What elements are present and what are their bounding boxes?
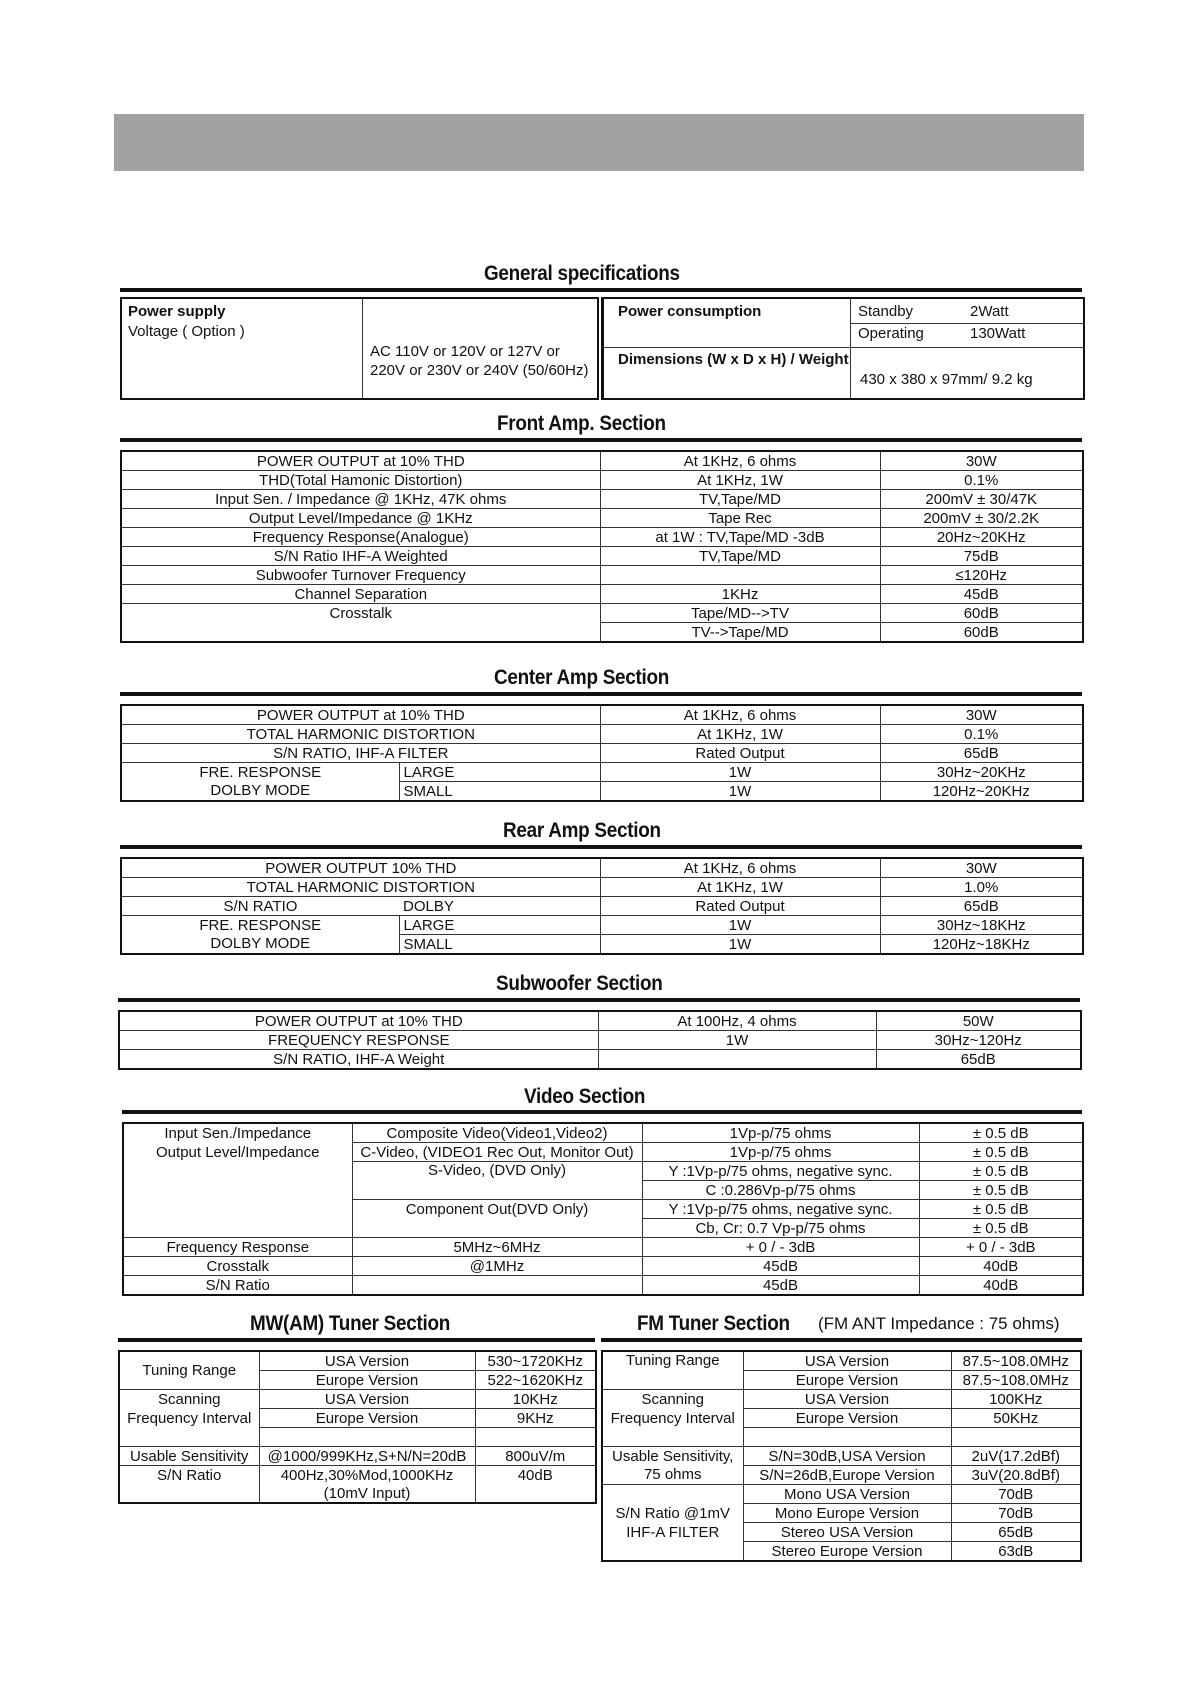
cell: 87.5~108.0MHz: [951, 1351, 1081, 1371]
cell: 75dB: [880, 547, 1083, 566]
cell: ± 0.5 dB: [919, 1162, 1083, 1181]
table-row: [123, 1276, 1083, 1296]
cell: S/N Ratio: [119, 1466, 259, 1485]
cell: Usable Sensitivity,: [602, 1447, 743, 1466]
cell: C-Video, (VIDEO1 Rec Out, Monitor Out): [352, 1143, 642, 1162]
cell: S/N=30dB,USA Version: [743, 1447, 951, 1466]
cell: 40dB: [919, 1276, 1083, 1296]
cell: 45dB: [642, 1257, 919, 1276]
cell: [600, 566, 880, 585]
table-row: [123, 1181, 1083, 1200]
cell: 40dB: [919, 1257, 1083, 1276]
table-row: [121, 878, 1083, 897]
cell: [352, 1276, 642, 1296]
divider: [362, 299, 363, 398]
cell: ± 0.5 dB: [919, 1200, 1083, 1219]
cell: POWER OUTPUT at 10% THD: [121, 451, 600, 471]
video-rule: [122, 1110, 1082, 1114]
cell: S/N Ratio @1mV: [602, 1504, 743, 1523]
table-row: [121, 858, 1083, 878]
cell: Tape Rec: [600, 509, 880, 528]
sub-title: Subwoofer Section: [496, 972, 663, 995]
cell: 60dB: [880, 623, 1083, 643]
cell: Crosstalk: [121, 604, 600, 623]
cell: 65dB: [876, 1050, 1081, 1070]
video-title: Video Section: [524, 1085, 646, 1108]
table-row: [119, 1428, 596, 1447]
voltage-label: Voltage ( Option ): [128, 323, 245, 340]
cell: 120Hz~20KHz: [880, 782, 1083, 802]
cell: ± 0.5 dB: [919, 1143, 1083, 1162]
cell: [475, 1428, 596, 1447]
table-row: [119, 1011, 1081, 1031]
fm-tuner-table: [601, 1350, 1082, 1562]
cell: [951, 1428, 1081, 1447]
table-row: [121, 935, 1083, 955]
cell: at 1W : TV,Tape/MD -3dB: [600, 528, 880, 547]
cell: Scanning: [602, 1390, 743, 1409]
cell: 5MHz~6MHz: [352, 1238, 642, 1257]
table-row: [121, 623, 1083, 643]
cell: FRE. RESPONSE: [121, 763, 399, 782]
cell: [119, 1484, 259, 1503]
cell: Europe Version: [259, 1409, 475, 1428]
table-row: [602, 1447, 1081, 1466]
divider: [850, 323, 1083, 324]
cell: 3uV(20.8dBf): [951, 1466, 1081, 1485]
cell: USA Version: [743, 1390, 951, 1409]
cell: POWER OUTPUT at 10% THD: [119, 1011, 598, 1031]
cell: Tuning Range: [602, 1351, 743, 1390]
cell: At 1KHz, 6 ohms: [600, 858, 880, 878]
cell: DOLBY MODE: [121, 782, 399, 802]
cell: DOLBY MODE: [121, 935, 399, 955]
table-row: [121, 782, 1083, 802]
cell: USA Version: [259, 1390, 475, 1409]
cell: At 1KHz, 6 ohms: [600, 451, 880, 471]
cell: TV-->Tape/MD: [600, 623, 880, 643]
table-row: [121, 528, 1083, 547]
cell: SMALL: [399, 782, 600, 802]
table-row: [121, 451, 1083, 471]
table-row: [602, 1523, 1081, 1542]
cell: Frequency Response(Analogue): [121, 528, 600, 547]
cell: THD(Total Hamonic Distortion): [121, 471, 600, 490]
cell: S/N RATIO, IHF-A Weight: [119, 1050, 598, 1070]
standby-label: Standby: [858, 303, 914, 320]
cell: Stereo USA Version: [743, 1523, 951, 1542]
cell: S/N RATIO, IHF-A FILTER: [121, 744, 600, 763]
table-row: [121, 547, 1083, 566]
cell: At 1KHz, 1W: [600, 471, 880, 490]
cell: Y :1Vp-p/75 ohms, negative sync.: [642, 1162, 919, 1181]
cell: [743, 1428, 951, 1447]
cell: 1Vp-p/75 ohms: [642, 1123, 919, 1143]
cell: 65dB: [880, 744, 1083, 763]
table-row: [121, 585, 1083, 604]
table-row: [119, 1390, 596, 1409]
cell: [123, 1162, 352, 1181]
cell: [259, 1428, 475, 1447]
cell: 1.0%: [880, 878, 1083, 897]
table-row: [121, 490, 1083, 509]
table-row: [119, 1351, 596, 1371]
cell: ± 0.5 dB: [919, 1123, 1083, 1143]
cell: 65dB: [951, 1523, 1081, 1542]
cell: 50W: [876, 1011, 1081, 1031]
center-amp-table: [120, 704, 1084, 802]
table-row: [123, 1238, 1083, 1257]
fm-subtitle: (FM ANT Impedance : 75 ohms): [818, 1314, 1060, 1333]
cell: 100KHz: [951, 1390, 1081, 1409]
cell: USA Version: [743, 1351, 951, 1371]
divider: [604, 347, 1083, 348]
table-row: [121, 763, 1083, 782]
rear-rule: [120, 845, 1082, 849]
cell: S/N Ratio: [123, 1276, 352, 1296]
table-row: [123, 1219, 1083, 1238]
table-row: [123, 1143, 1083, 1162]
cell: S/N RATIO: [121, 897, 399, 916]
table-row: [121, 725, 1083, 744]
cell: 20Hz~20KHz: [880, 528, 1083, 547]
table-row: [123, 1200, 1083, 1219]
cell: At 1KHz, 1W: [600, 725, 880, 744]
front-rule: [120, 438, 1082, 442]
header-banner: [114, 114, 1084, 171]
cell: 30Hz~120Hz: [876, 1031, 1081, 1050]
cell: Scanning: [119, 1390, 259, 1409]
table-row: [119, 1031, 1081, 1050]
cell: 40dB: [475, 1466, 596, 1485]
cell: 30W: [880, 858, 1083, 878]
table-row: [602, 1466, 1081, 1485]
cell: TV,Tape/MD: [600, 547, 880, 566]
am-title: MW(AM) Tuner Section: [250, 1312, 451, 1335]
table-row: [121, 897, 1083, 916]
cell: Frequency Response: [123, 1238, 352, 1257]
table-row: [602, 1485, 1081, 1504]
table-row: [123, 1257, 1083, 1276]
voltage-line1: AC 110V or 120V or 127V or: [370, 343, 560, 360]
cell: Channel Separation: [121, 585, 600, 604]
table-row: [602, 1390, 1081, 1409]
table-row: [121, 705, 1083, 725]
cell: Input Sen. / Impedance @ 1KHz, 47K ohms: [121, 490, 600, 509]
cell: 200mV ± 30/47K: [880, 490, 1083, 509]
cell: 30Hz~18KHz: [880, 916, 1083, 935]
cell: [602, 1542, 743, 1562]
cell: 2uV(17.2dBf): [951, 1447, 1081, 1466]
cell: Frequency Interval: [602, 1409, 743, 1428]
cell: @1000/999KHz,S+N/N=20dB: [259, 1447, 475, 1466]
cell: Rated Output: [600, 897, 880, 916]
cell: 87.5~108.0MHz: [951, 1371, 1081, 1390]
cell: Usable Sensitivity: [119, 1447, 259, 1466]
operating-label: Operating: [858, 325, 924, 342]
cell: Input Sen./Impedance: [123, 1123, 352, 1143]
table-row: [119, 1447, 596, 1466]
fm-rule: [601, 1338, 1082, 1342]
cell: 9KHz: [475, 1409, 596, 1428]
cell: At 100Hz, 4 ohms: [598, 1011, 876, 1031]
cell: C :0.286Vp-p/75 ohms: [642, 1181, 919, 1200]
dimensions-value: 430 x 380 x 97mm/ 9.2 kg: [860, 371, 1033, 388]
cell: [598, 1050, 876, 1070]
general-rule: [120, 288, 1082, 292]
table-row: [119, 1409, 596, 1428]
cell: Mono USA Version: [743, 1485, 951, 1504]
center-title: Center Amp Section: [494, 666, 670, 689]
cell: 70dB: [951, 1504, 1081, 1523]
table-row: [602, 1504, 1081, 1523]
standby-value: 2Watt: [970, 303, 1009, 320]
divider: [850, 299, 851, 398]
cell: TOTAL HARMONIC DISTORTION: [121, 725, 600, 744]
cell: Composite Video(Video1,Video2): [352, 1123, 642, 1143]
cell: Output Level/Impedance: [123, 1143, 352, 1162]
table-row: [121, 566, 1083, 585]
cell: 65dB: [880, 897, 1083, 916]
cell: 45dB: [880, 585, 1083, 604]
sub-rule: [118, 998, 1080, 1002]
cell: IHF-A FILTER: [602, 1523, 743, 1542]
am-tuner-table: [118, 1350, 597, 1504]
cell: ≤120Hz: [880, 566, 1083, 585]
cell: S-Video, (DVD Only): [352, 1162, 642, 1181]
fm-title: FM Tuner Section: [637, 1312, 790, 1335]
cell: At 1KHz, 1W: [600, 878, 880, 897]
cell: [121, 623, 600, 643]
table-row: [119, 1466, 596, 1485]
cell: @1MHz: [352, 1257, 642, 1276]
cell: 1Vp-p/75 ohms: [642, 1143, 919, 1162]
rear-amp-table: [120, 857, 1084, 955]
cell: 10KHz: [475, 1390, 596, 1409]
cell: [602, 1485, 743, 1504]
cell: [123, 1181, 352, 1200]
cell: Tape/MD-->TV: [600, 604, 880, 623]
cell: 30Hz~20KHz: [880, 763, 1083, 782]
cell: 530~1720KHz: [475, 1351, 596, 1371]
dimensions-label: Dimensions (W x D x H) / Weight: [618, 351, 849, 368]
cell: 63dB: [951, 1542, 1081, 1562]
cell: Europe Version: [743, 1371, 951, 1390]
cell: Rated Output: [600, 744, 880, 763]
cell: Y :1Vp-p/75 ohms, negative sync.: [642, 1200, 919, 1219]
rear-title: Rear Amp Section: [503, 819, 661, 842]
cell: POWER OUTPUT 10% THD: [121, 858, 600, 878]
cell: 30W: [880, 451, 1083, 471]
cell: 70dB: [951, 1485, 1081, 1504]
cell: 400Hz,30%Mod,1000KHz: [259, 1466, 475, 1485]
cell: DOLBY: [399, 897, 600, 916]
table-row: [121, 604, 1083, 623]
cell: 50KHz: [951, 1409, 1081, 1428]
cell: Tuning Range: [119, 1351, 259, 1390]
center-rule: [120, 692, 1082, 696]
cell: 200mV ± 30/2.2K: [880, 509, 1083, 528]
cell: 522~1620KHz: [475, 1371, 596, 1390]
cell: TV,Tape/MD: [600, 490, 880, 509]
table-row: [602, 1351, 1081, 1371]
power-supply-label: Power supply: [128, 303, 226, 320]
cell: S/N=26dB,Europe Version: [743, 1466, 951, 1485]
cell: + 0 / - 3dB: [919, 1238, 1083, 1257]
cell: 45dB: [642, 1276, 919, 1296]
cell: [119, 1428, 259, 1447]
cell: [123, 1219, 352, 1238]
cell: USA Version: [259, 1351, 475, 1371]
power-consumption-box: [601, 297, 1085, 400]
cell: 800uV/m: [475, 1447, 596, 1466]
cell: S/N Ratio IHF-A Weighted: [121, 547, 600, 566]
front-title: Front Amp. Section: [497, 412, 666, 435]
subwoofer-table: [118, 1010, 1082, 1070]
cell: Frequency Interval: [119, 1409, 259, 1428]
cell: TOTAL HARMONIC DISTORTION: [121, 878, 600, 897]
cell: ± 0.5 dB: [919, 1181, 1083, 1200]
cell: (10mV Input): [259, 1484, 475, 1503]
cell: SMALL: [399, 935, 600, 955]
am-rule: [118, 1338, 595, 1342]
cell: 30W: [880, 705, 1083, 725]
cell: FRE. RESPONSE: [121, 916, 399, 935]
cell: Subwoofer Turnover Frequency: [121, 566, 600, 585]
cell: 0.1%: [880, 725, 1083, 744]
table-row: [121, 509, 1083, 528]
table-row: [602, 1428, 1081, 1447]
table-row: [119, 1050, 1081, 1070]
power-consumption-label: Power consumption: [618, 303, 762, 320]
cell: 1KHz: [600, 585, 880, 604]
cell: [352, 1219, 642, 1238]
cell: Component Out(DVD Only): [352, 1200, 642, 1219]
cell: POWER OUTPUT at 10% THD: [121, 705, 600, 725]
cell: 75 ohms: [602, 1466, 743, 1485]
voltage-line2: 220V or 230V or 240V (50/60Hz): [370, 362, 589, 379]
cell: LARGE: [399, 916, 600, 935]
cell: [475, 1484, 596, 1503]
table-row: [121, 744, 1083, 763]
cell: 1W: [600, 935, 880, 955]
table-row: [602, 1542, 1081, 1562]
table-row: [602, 1409, 1081, 1428]
cell: Stereo Europe Version: [743, 1542, 951, 1562]
table-row: [123, 1162, 1083, 1181]
table-row: [119, 1484, 596, 1503]
table-row: [121, 471, 1083, 490]
cell: Cb, Cr: 0.7 Vp-p/75 ohms: [642, 1219, 919, 1238]
cell: 60dB: [880, 604, 1083, 623]
cell: [123, 1200, 352, 1219]
cell: 1W: [598, 1031, 876, 1050]
cell: Europe Version: [259, 1371, 475, 1390]
cell: 120Hz~18KHz: [880, 935, 1083, 955]
cell: ± 0.5 dB: [919, 1219, 1083, 1238]
table-row: [121, 916, 1083, 935]
cell: [352, 1181, 642, 1200]
table-row: [123, 1123, 1083, 1143]
cell: 1W: [600, 763, 880, 782]
cell: FREQUENCY RESPONSE: [119, 1031, 598, 1050]
video-table: [122, 1122, 1084, 1296]
cell: 1W: [600, 916, 880, 935]
cell: Crosstalk: [123, 1257, 352, 1276]
cell: Europe Version: [743, 1409, 951, 1428]
general-title: General specifications: [484, 262, 680, 285]
cell: Output Level/Impedance @ 1KHz: [121, 509, 600, 528]
power-supply-box: [120, 297, 599, 400]
cell: At 1KHz, 6 ohms: [600, 705, 880, 725]
operating-value: 130Watt: [970, 325, 1026, 342]
cell: [602, 1428, 743, 1447]
front-amp-table: [120, 450, 1084, 643]
cell: LARGE: [399, 763, 600, 782]
cell: 0.1%: [880, 471, 1083, 490]
cell: Mono Europe Version: [743, 1504, 951, 1523]
cell: + 0 / - 3dB: [642, 1238, 919, 1257]
cell: 1W: [600, 782, 880, 802]
